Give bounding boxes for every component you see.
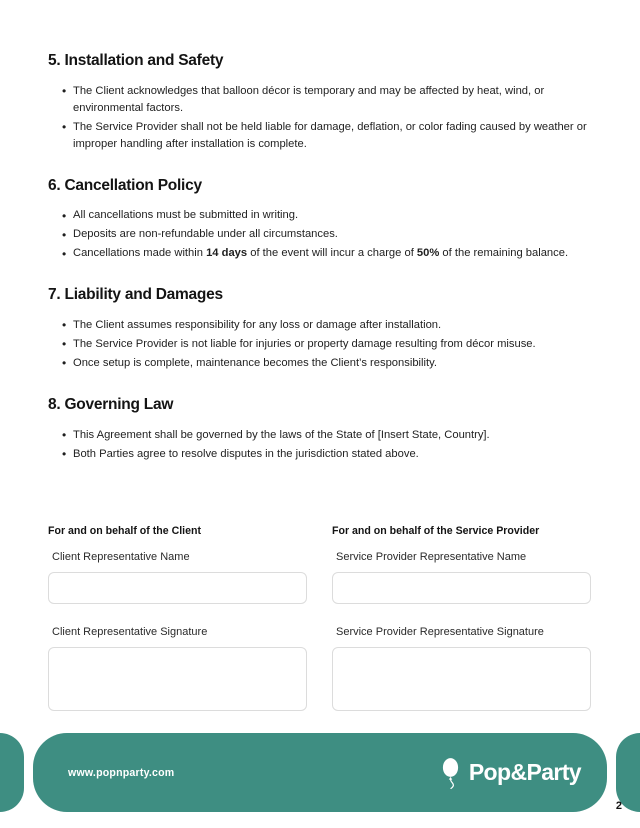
field-group-client-signature	[48, 626, 307, 711]
field-group-service-provider-name	[332, 551, 591, 604]
list-item-text: All cancellations must be submitted in writing.	[73, 209, 299, 222]
section-heading: 6. Cancellation Policy	[48, 176, 202, 194]
brand-name: Pop&Party	[468, 759, 581, 785]
list-item-text: The Service Provider is not liable for injuries or property damage resulting from décor misuse.	[73, 337, 536, 350]
list-item-text: Deposits are non-refundable under all circumstances.	[73, 228, 338, 241]
page-footer	[0, 733, 640, 812]
section-installation-and-safety	[48, 52, 592, 153]
section-heading: 5. Installation and Safety	[48, 52, 224, 69]
section-liability-and-damages	[48, 286, 592, 372]
list-item-text: Both Parties agree to resolve disputes in the jurisdiction stated above.	[73, 447, 419, 460]
section-cancellation-policy	[48, 177, 592, 263]
client-signature-input[interactable]	[48, 647, 307, 711]
list-item-text: This Agreement shall be governed by the laws of the State of [Insert State, Country].	[73, 428, 490, 441]
list-item-text: The Service Provider shall not be held liable for damage, deflation, or color fading caused by weather or improper handling after installation is complete.	[73, 120, 587, 150]
list-item-text: Cancellations made within 14 days of the event will incur a charge of 50% of the remaining balance.	[73, 247, 569, 260]
client-name-label: Client Representative Name	[52, 550, 190, 563]
section-bullet-list	[48, 207, 592, 262]
list-item	[48, 317, 592, 334]
list-item	[48, 119, 592, 153]
field-group-client-name	[48, 551, 307, 604]
list-item	[48, 245, 592, 262]
client-signature-label: Client Representative Signature	[52, 625, 208, 638]
service-provider-name-input[interactable]	[332, 572, 591, 604]
section-bullet-list	[48, 427, 592, 463]
footer-bar	[33, 733, 607, 812]
list-item	[48, 207, 592, 224]
list-item	[48, 83, 592, 117]
signature-column-service-provider	[332, 525, 591, 711]
list-item	[48, 446, 592, 463]
list-item	[48, 355, 592, 372]
section-bullet-list	[48, 83, 592, 153]
list-item	[48, 427, 592, 444]
signature-party-label-client: For and on behalf of the Client	[48, 525, 202, 537]
section-governing-law	[48, 396, 592, 463]
service-provider-name-label: Service Provider Representative Name	[336, 550, 527, 563]
list-item-text: The Client acknowledges that balloon décor is temporary and may be affected by heat, wind, or environmental factors.	[73, 84, 545, 114]
section-heading: 7. Liability and Damages	[48, 286, 223, 304]
page-number: 2	[615, 800, 622, 812]
list-item	[48, 336, 592, 353]
signature-column-client	[48, 525, 307, 711]
field-group-service-provider-signature	[332, 626, 591, 711]
section-heading: 8. Governing Law	[48, 395, 174, 413]
footer-website-link[interactable]: www.popnparty.com	[68, 766, 175, 779]
list-item-text: Once setup is complete, maintenance becomes the Client’s responsibility.	[73, 356, 437, 369]
balloon-icon	[441, 757, 463, 789]
client-name-input[interactable]	[48, 572, 307, 604]
brand-logo	[441, 757, 581, 789]
list-item	[48, 226, 592, 243]
section-bullet-list	[48, 317, 592, 372]
list-item-text: The Client assumes responsibility for any loss or damage after installation.	[73, 318, 442, 331]
document-body	[48, 52, 592, 465]
service-provider-signature-input[interactable]	[332, 647, 591, 711]
signature-party-label-service-provider: For and on behalf of the Service Provider	[332, 525, 540, 537]
footer-edge-decoration-left	[0, 733, 24, 812]
service-provider-signature-label: Service Provider Representative Signature	[336, 625, 544, 638]
signature-area	[48, 525, 592, 711]
